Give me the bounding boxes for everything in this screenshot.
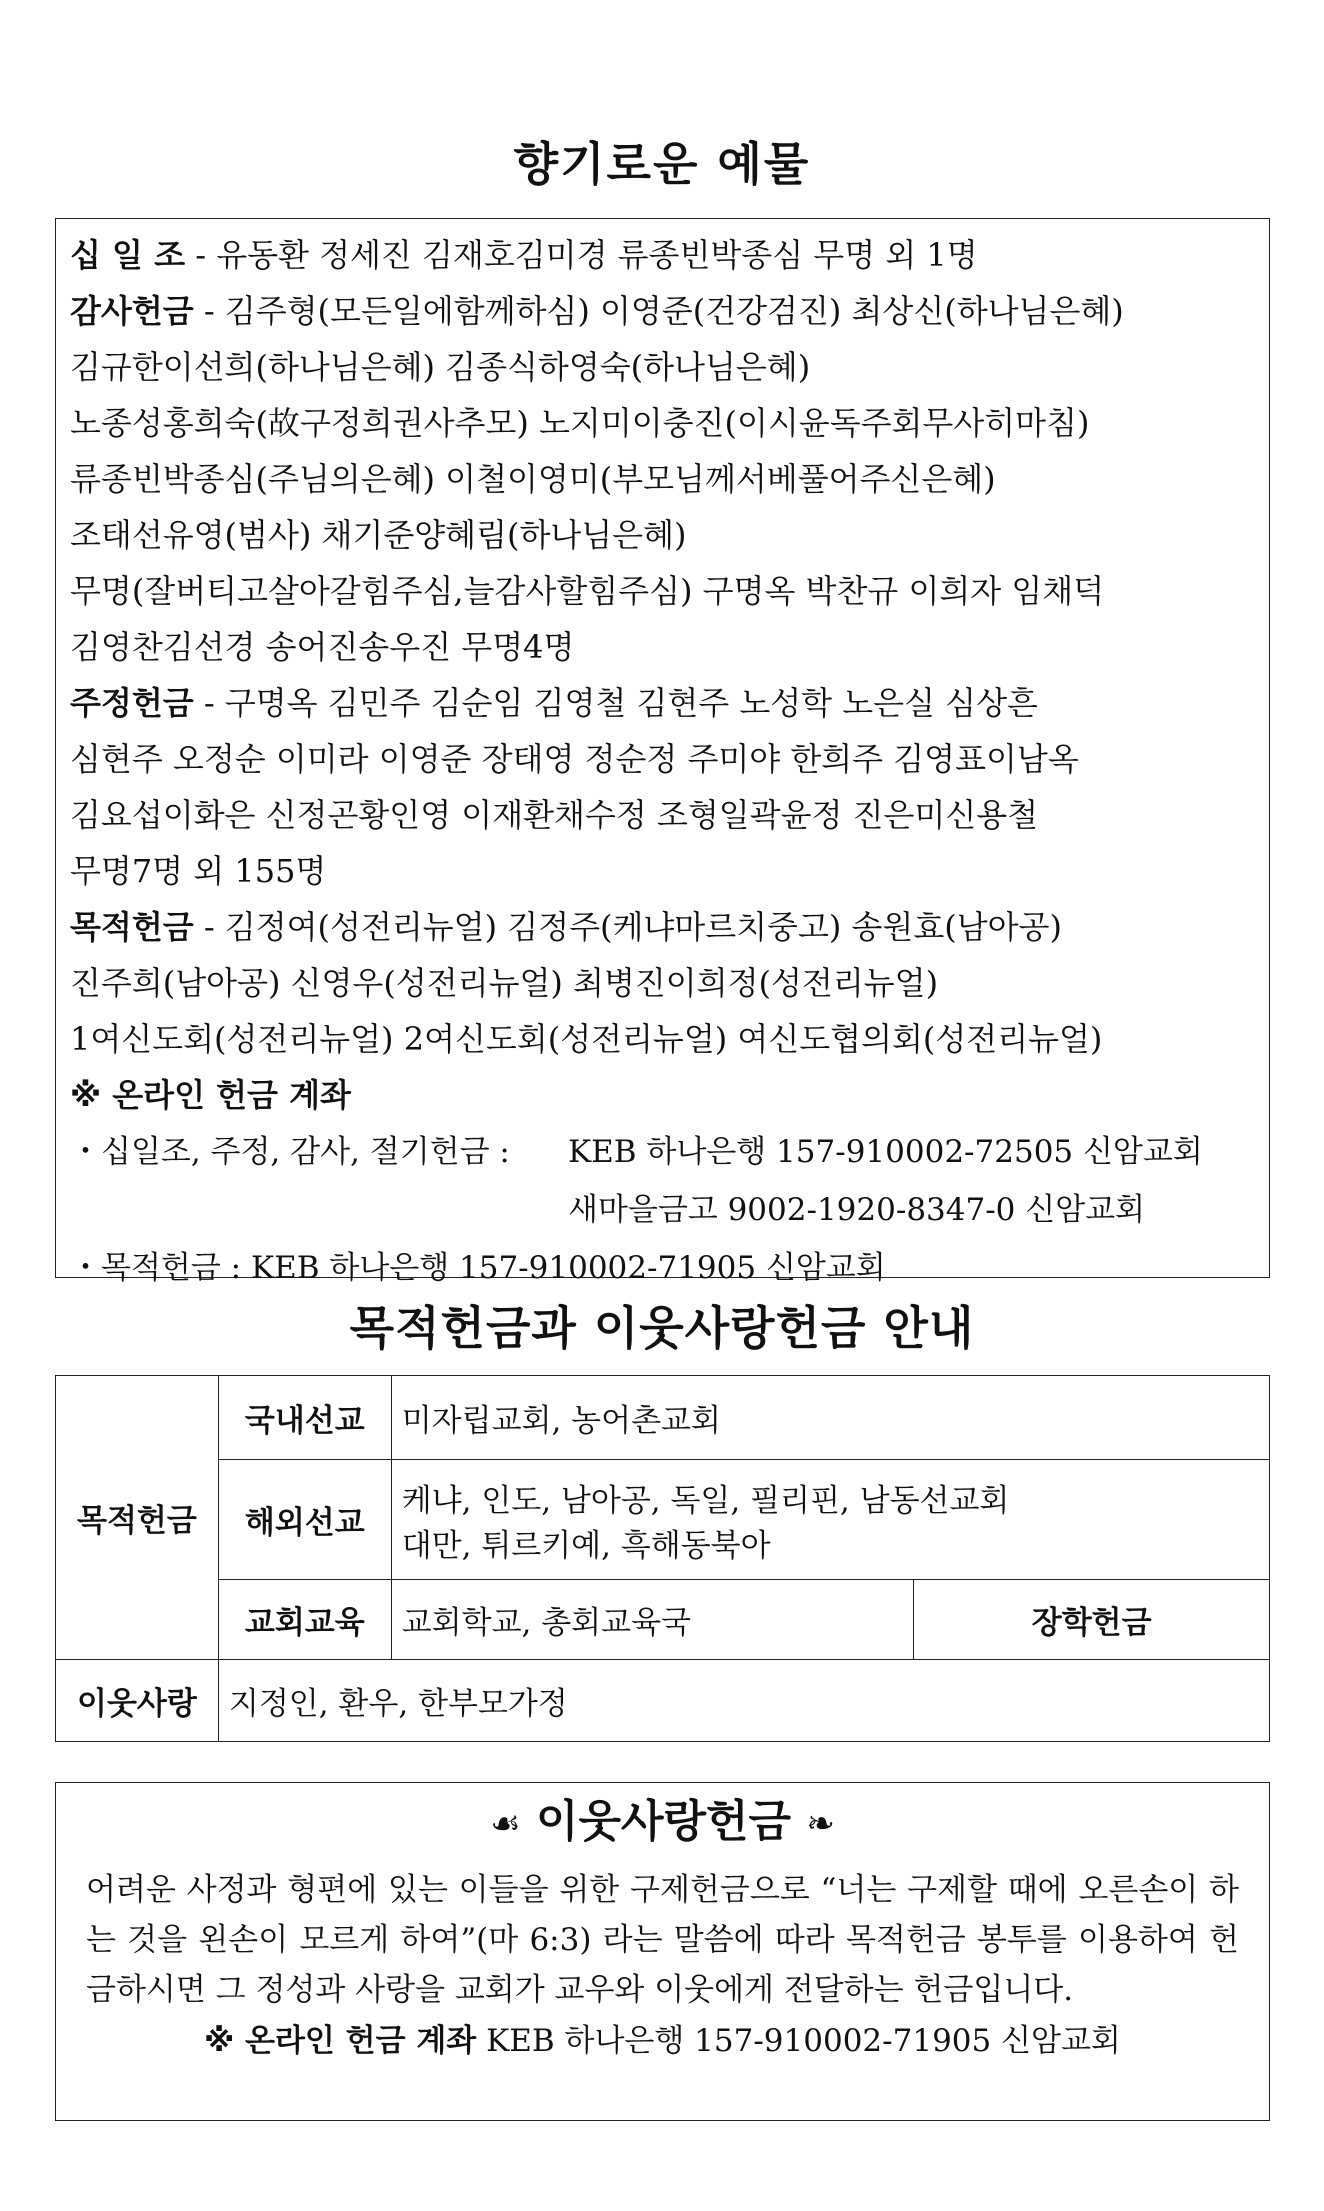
thanks-line — [70, 283, 1255, 339]
purpose-line: 진주희(남아공) 신영우(성전리뉴얼) 최병진이희정(성전리뉴얼) — [70, 964, 939, 1002]
neighbor-category-cell: 이웃사랑 — [56, 1660, 219, 1742]
overseas-line-1: 케냐, 인도, 남아공, 독일, 필리핀, 남동선교회 — [401, 1482, 1010, 1519]
purpose-account: KEB 하나은행 157-910002-71905 신암교회 — [250, 1250, 886, 1286]
overseas-line-2: 대만, 튀르키예, 흑해동북아 — [401, 1527, 771, 1564]
thanks-line: 김규한이선희(하나님은혜) 김종식하영숙(하나님은혜) — [70, 348, 811, 386]
thanks-line: 노종성홍희숙(故구정희권사추모) 노지미이충진(이시윤독주회무사히마침) — [70, 404, 1090, 442]
thanks-label: 감사헌금 — [70, 292, 194, 330]
overseas-value-cell — [391, 1460, 1269, 1580]
ornament-right-icon: ❧ — [806, 1804, 835, 1844]
edu-value-cell: 교회학교, 총회교육국 — [391, 1580, 914, 1660]
tithe-names: - 유동환 정세진 김재호김미경 류종빈박종심 무명 외 1명 — [185, 236, 978, 274]
guide-title: 목적헌금과 이웃사랑헌금 안내 — [349, 1301, 975, 1355]
neighbor-description: 어려운 사정과 형편에 있는 이들을 위한 구제헌금으로 “너는 구제할 때에 오른손이 하는 것을 왼손이 모르게 하여”(마 6:3) 라는 말씀에 따라 목적헌금 봉투를 이용하여 헌금하시면 그 정성과 사랑을 교회가 교우와 이웃에게 전달하는 헌금입니다. — [86, 1872, 1239, 2008]
thanks-line: 무명(잘버티고살아갈힘주심,늘감사할힘주심) 구명옥 박찬규 이희자 임채덕 — [70, 572, 1105, 610]
weekly-line: 심현주 오정순 이미라 이영준 장태영 정순정 주미야 한희주 김영표이남옥 — [70, 740, 1079, 778]
neighbor-box — [55, 1782, 1270, 2121]
weekly-label: 주정헌금 — [70, 684, 194, 722]
ornament-left-icon: ☙ — [490, 1804, 521, 1844]
thanks-line: 조태선유영(범사) 채기준양혜림(하나님은혜) — [70, 516, 687, 554]
neighbor-value-cell: 지정인, 환우, 한부모가정 — [218, 1660, 1269, 1742]
thanks-line: 김영찬김선경 송어진송우진 무명4명 — [70, 628, 575, 666]
general-account-label: ・십일조, 주정, 감사, 절기헌금 : — [70, 1134, 510, 1170]
domestic-label-cell: 국내선교 — [218, 1376, 391, 1460]
tithe-label: 십 일 조 — [70, 236, 186, 274]
neighbor-online-account — [86, 2015, 1239, 2067]
weekly-line: 무명7명 외 155명 — [70, 852, 327, 890]
neighbor-title — [86, 1783, 1239, 1865]
scholarship-cell: 장학헌금 — [914, 1580, 1270, 1660]
domestic-value-cell: 미자립교회, 농어촌교회 — [391, 1376, 1269, 1460]
online-heading: ※ 온라인 헌금 계좌 — [70, 1076, 351, 1114]
general-account-2: 새마을금고 9002-1920-8347-0 신암교회 — [568, 1192, 1146, 1228]
tithe-line — [70, 227, 1255, 283]
neighbor-online-account-number: KEB 하나은행 157-910002-71905 신암교회 — [476, 2023, 1121, 2059]
weekly-names: - 구명옥 김민주 김순임 김영철 김현주 노성학 노은실 심상흔 — [193, 684, 1038, 722]
thanks-line: 류종빈박종심(주님의은혜) 이철이영미(부모님께서베풀어주신은혜) — [70, 460, 996, 498]
offering-list-box — [55, 218, 1270, 1286]
edu-label-cell: 교회교육 — [218, 1580, 391, 1660]
neighbor-title-text: 이웃사랑헌금 — [535, 1796, 791, 1847]
purpose-category-cell: 목적헌금 — [56, 1376, 219, 1660]
purpose-label: 목적헌금 — [70, 908, 194, 946]
weekly-line: 김요섭이화은 신정곤황인영 이재환채수정 조형일곽윤정 진은미신용철 — [70, 796, 1039, 834]
offering-title: 향기로운 예물 — [513, 137, 811, 191]
thanks-names: - 김주형(모든일에함께하심) 이영준(건강검진) 최상신(하나님은혜) — [193, 292, 1124, 330]
online-account-general — [70, 1123, 1255, 1181]
neighbor-online-heading: ※ 온라인 헌금 계좌 — [204, 2023, 477, 2059]
purpose-line: 1여신도회(성전리뉴얼) 2여신도회(성전리뉴얼) 여신도협의회(성전리뉴얼) — [70, 1020, 1103, 1058]
general-account-1: KEB 하나은행 157-910002-72505 신암교회 — [568, 1134, 1203, 1170]
weekly-line — [70, 675, 1255, 731]
guide-table — [55, 1375, 1270, 1742]
purpose-account-label: ・목적헌금 : — [70, 1250, 242, 1286]
purpose-line — [70, 899, 1255, 955]
overseas-label-cell: 해외선교 — [218, 1460, 391, 1580]
purpose-names: - 김정여(성전리뉴얼) 김정주(케냐마르치중고) 송원효(남아공) — [193, 908, 1062, 946]
online-account-purpose — [70, 1239, 1255, 1297]
